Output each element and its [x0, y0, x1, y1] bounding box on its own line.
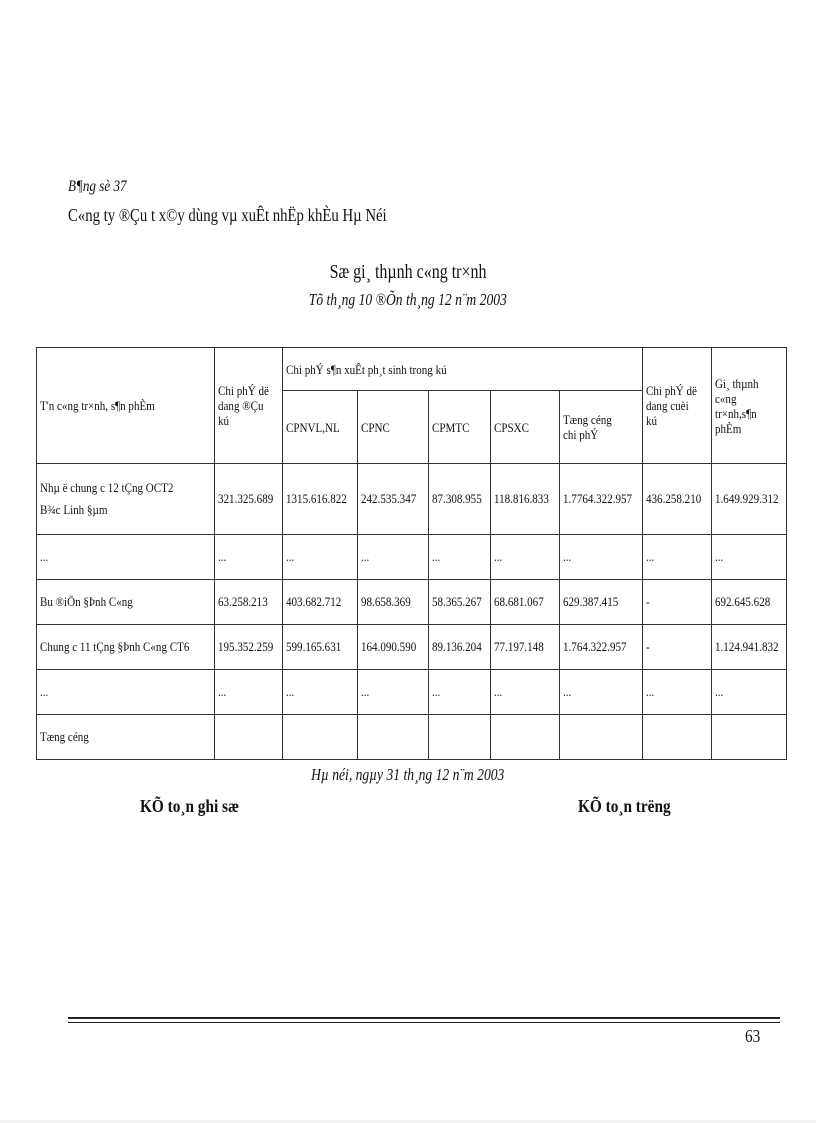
- table-cell: 403.682.712: [283, 580, 358, 625]
- table-cell: [215, 715, 283, 760]
- footer-divider-thin: [68, 1022, 780, 1023]
- signature-chief-accountant: KÕ to¸n trëng: [578, 796, 671, 816]
- table-cell: [712, 715, 787, 760]
- table-cell: ...: [491, 670, 560, 715]
- signature-date: Hµ néi, ngµy 31 th¸ng 12 n¨m 2003: [311, 765, 505, 784]
- table-cell: 87.308.955: [429, 464, 491, 535]
- row-name-cell: Chung c 11 tÇng §Þnh C«ng CT6: [37, 625, 215, 670]
- footer-divider: [68, 1017, 780, 1019]
- table-cell: 321.325.689: [215, 464, 283, 535]
- signature-bookkeeper: KÕ to¸n ghi sæ: [140, 796, 240, 816]
- table-cell: [560, 715, 643, 760]
- table-cell: ...: [429, 670, 491, 715]
- table-cell: [283, 715, 358, 760]
- table-row-total: [37, 715, 787, 760]
- table-cell: 63.258.213: [215, 580, 283, 625]
- table-cell: 599.165.631: [283, 625, 358, 670]
- document-period: Tõ th¸ng 10 ®Õn th¸ng 12 n¨m 2003: [308, 290, 508, 309]
- table-cell: ...: [643, 670, 712, 715]
- table-row: [37, 535, 787, 580]
- table-reference: B¶ng sè 37: [68, 178, 127, 195]
- header-cpnvl: CPNVL,NL: [283, 391, 358, 464]
- table-cell: ...: [560, 670, 643, 715]
- document-title: Sæ gi¸ thµnh c«ng tr×nh: [329, 261, 487, 283]
- header-period-costs: Chi phÝ s¶n xuÊt ph¸t sinh trong kú: [283, 348, 643, 391]
- table-cell: 692.645.628: [712, 580, 787, 625]
- table-cell: 118.816.833: [491, 464, 560, 535]
- table-cell: 195.352.259: [215, 625, 283, 670]
- table-cell: 1.764.322.957: [560, 625, 643, 670]
- page-number: 63: [745, 1026, 761, 1046]
- table-cell: 1315.616.822: [283, 464, 358, 535]
- table-cell: 58.365.267: [429, 580, 491, 625]
- header-cpsxc: CPSXC: [491, 391, 560, 464]
- table-cell: ...: [712, 670, 787, 715]
- table-cell: [491, 715, 560, 760]
- table-cell: ...: [215, 535, 283, 580]
- table-cell: [429, 715, 491, 760]
- table-row: [37, 464, 787, 535]
- header-cost-price: Gi¸ thµnh c«ng tr×nh,s¶n phÈm: [712, 348, 787, 464]
- table-cell: [643, 715, 712, 760]
- row-name-cell: Nhµ ë chung c 12 tÇng OCT2 B¾c Linh §µm: [37, 464, 215, 535]
- table-cell: 68.681.067: [491, 580, 560, 625]
- table-cell: ...: [643, 535, 712, 580]
- table-cell: 242.535.347: [358, 464, 429, 535]
- table-cell: 89.136.204: [429, 625, 491, 670]
- table-cell: ...: [283, 670, 358, 715]
- row-name-cell: ...: [37, 535, 215, 580]
- table-row: [37, 625, 787, 670]
- table-cell: 77.197.148: [491, 625, 560, 670]
- table-cell: ...: [358, 535, 429, 580]
- table-cell: 98.658.369: [358, 580, 429, 625]
- row-name-cell: Bu ®iÖn §Þnh C«ng: [37, 580, 215, 625]
- table-cell: 1.124.941.832: [712, 625, 787, 670]
- table-cell: 629.387.415: [560, 580, 643, 625]
- cost-ledger-table: [36, 347, 787, 760]
- table-cell: ...: [283, 535, 358, 580]
- row-name-cell: Tæng céng: [37, 715, 215, 760]
- header-cpmtc: CPMTC: [429, 391, 491, 464]
- table-cell: ...: [429, 535, 491, 580]
- table-cell: [358, 715, 429, 760]
- table-cell: -: [643, 625, 712, 670]
- header-cpnc: CPNC: [358, 391, 429, 464]
- table-row: [37, 670, 787, 715]
- header-name: T'n c«ng tr×nh, s¶n phÈm: [37, 348, 215, 464]
- header-total-cost: Tæng céng chi phÝ: [560, 391, 643, 464]
- table-cell: -: [643, 580, 712, 625]
- table-cell: ...: [491, 535, 560, 580]
- table-cell: ...: [358, 670, 429, 715]
- table-cell: 436.258.210: [643, 464, 712, 535]
- table-cell: ...: [215, 670, 283, 715]
- table-cell: 1.7764.322.957: [560, 464, 643, 535]
- table-cell: ...: [712, 535, 787, 580]
- table-cell: 164.090.590: [358, 625, 429, 670]
- company-name: C«ng ty ®Çu t x©y dùng vµ xuÊt nhËp khÈu Hµ Néi: [68, 205, 387, 225]
- header-wip-end: Chi phÝ dë dang cuèi kú: [643, 348, 712, 464]
- table-cell: 1.649.929.312: [712, 464, 787, 535]
- table-row: [37, 580, 787, 625]
- row-name-cell: ...: [37, 670, 215, 715]
- header-wip-begin: Chi phÝ dë dang ®Çu kú: [215, 348, 283, 464]
- table-cell: ...: [560, 535, 643, 580]
